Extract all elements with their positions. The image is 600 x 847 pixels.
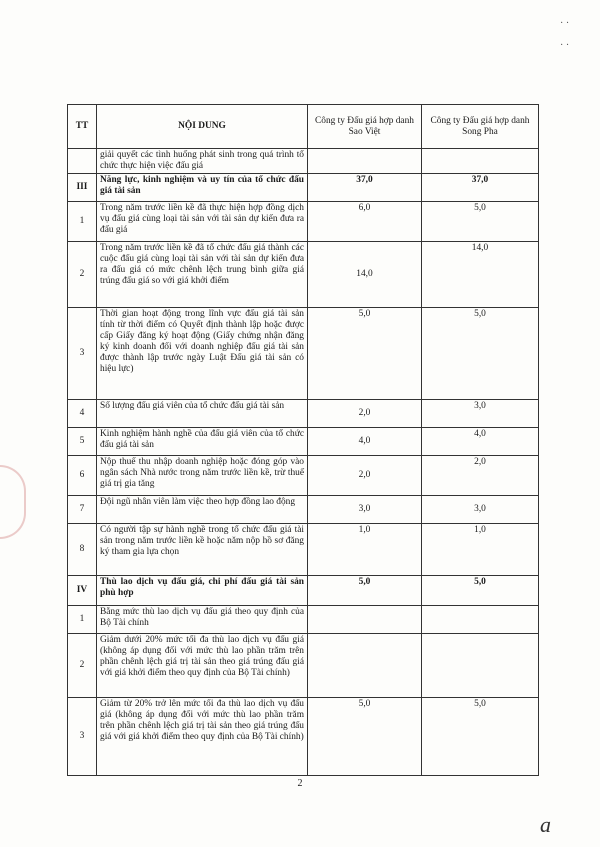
row-value-song-pha: 3,0 (422, 496, 539, 524)
row-tt: 3 (68, 698, 97, 776)
header-song-pha: Công ty Đấu giá hợp danh Song Pha (422, 105, 539, 149)
table-row (68, 149, 539, 174)
evaluation-table (67, 104, 539, 776)
row-value-sao-viet: 5,0 (308, 308, 422, 400)
section-row (68, 576, 539, 606)
table-row (68, 698, 539, 776)
row-value-song-pha: 5,0 (422, 202, 539, 242)
row-value-sao-viet: 1,0 (308, 524, 422, 576)
row-tt: 6 (68, 456, 97, 496)
row-tt: 8 (68, 524, 97, 576)
table-row (68, 202, 539, 242)
row-value-sao-viet (308, 634, 422, 698)
row-value-sao-viet: 5,0 (308, 576, 422, 606)
row-text: Số lượng đấu giá viên của tổ chức đấu giá tài sản (97, 400, 308, 428)
row-tt: IV (68, 576, 97, 606)
row-value-sao-viet: 37,0 (308, 174, 422, 202)
row-text: Nộp thuế thu nhập doanh nghiệp hoặc đóng góp vào ngân sách Nhà nước trong năm trước liền kề, trừ thuế giá trị gia tăng (97, 456, 308, 496)
row-text: Thời gian hoạt động trong lĩnh vực đấu giá tài sản tính từ thời điểm có Quyết định thành lập hoặc được cấp Giấy đăng ký hoạt động (Giấy chứng nhận đăng ký kinh doanh đối với doanh nghiệp đấu giá tài sản được thành lập trước ngày Luật Đấu giá tài sản có hiệu lực) (97, 308, 308, 400)
table-row (68, 496, 539, 524)
row-tt: 3 (68, 308, 97, 400)
row-value-song-pha: 1,0 (422, 524, 539, 576)
row-text: Trong năm trước liền kề đã tổ chức đấu giá thành các cuộc đấu giá cùng loại tài sản với tài sản dự kiến đưa ra đấu giá có mức chênh lệch trung bình giữa giá trúng đấu giá so với giá khởi điểm (97, 242, 308, 308)
header-noi-dung: NỘI DUNG (97, 105, 308, 149)
row-value-sao-viet: 14,0 (308, 242, 422, 308)
row-value-song-pha: 3,0 (422, 400, 539, 428)
row-text: giải quyết các tình huống phát sinh trong quá trình tổ chức thực hiện việc đấu giá (97, 149, 308, 174)
row-tt: 5 (68, 428, 97, 456)
row-tt (68, 149, 97, 174)
row-text: Có người tập sự hành nghề trong tổ chức đấu giá tài sản trong năm trước liền kề hoặc năm nộp hồ sơ đăng ký tham gia lựa chọn (97, 524, 308, 576)
table-header-row (68, 105, 539, 149)
row-text: Trong năm trước liền kề đã thực hiện hợp đồng dịch vụ đấu giá cùng loại tài sản với tài sản dự kiến đưa ra đấu giá (97, 202, 308, 242)
table-row (68, 606, 539, 634)
table-row (68, 428, 539, 456)
row-text: Giảm từ 20% trở lên mức tối đa thù lao dịch vụ đấu giá (không áp dụng đối với mức thù lao phần trăm trên phần chênh lệch giá trị tài sản theo giá trúng đấu giá với giá khởi điểm theo quy định của Bộ Tài chính) (97, 698, 308, 776)
row-tt: 1 (68, 202, 97, 242)
row-value-song-pha (422, 634, 539, 698)
row-tt: 2 (68, 634, 97, 698)
row-tt: 7 (68, 496, 97, 524)
row-value-song-pha: 4,0 (422, 428, 539, 456)
header-sao-viet: Công ty Đấu giá hợp danh Sao Việt (308, 105, 422, 149)
handwritten-initial: a (540, 812, 551, 837)
red-stamp-partial (0, 465, 26, 539)
row-text: Thù lao dịch vụ đấu giá, chi phí đấu giá tài sản phù hợp (97, 576, 308, 606)
row-value-song-pha: 5,0 (422, 308, 539, 400)
row-text: Năng lực, kinh nghiệm và uy tín của tổ chức đấu giá tài sản (97, 174, 308, 202)
row-value-sao-viet: 3,0 (308, 496, 422, 524)
row-tt: 4 (68, 400, 97, 428)
table-row (68, 400, 539, 428)
page-number: 2 (297, 778, 303, 789)
row-value-song-pha: 5,0 (422, 698, 539, 776)
table-row (68, 634, 539, 698)
row-text: Giảm dưới 20% mức tối đa thù lao dịch vụ đấu giá (không áp dụng đối với mức thù lao phần trăm trên phần chênh lệch giá trị tài sản theo giá trúng đấu giá với giá khởi điểm theo quy định của Bộ Tài chính) (97, 634, 308, 698)
table-row (68, 524, 539, 576)
corner-marks: · · · · (560, 18, 570, 51)
header-tt: TT (68, 105, 97, 149)
row-value-sao-viet: 2,0 (308, 400, 422, 428)
row-value-sao-viet: 4,0 (308, 428, 422, 456)
row-tt: 2 (68, 242, 97, 308)
row-text: Kinh nghiệm hành nghề của đấu giá viên của tổ chức đấu giá tài sản (97, 428, 308, 456)
section-row (68, 174, 539, 202)
row-value-song-pha: 14,0 (422, 242, 539, 308)
row-value-song-pha: 37,0 (422, 174, 539, 202)
row-value-song-pha (422, 149, 539, 174)
row-value-song-pha: 2,0 (422, 456, 539, 496)
row-text: Đội ngũ nhân viên làm việc theo hợp đồng lao động (97, 496, 308, 524)
row-value-sao-viet: 2,0 (308, 456, 422, 496)
table-row (68, 308, 539, 400)
row-value-sao-viet (308, 149, 422, 174)
row-tt: III (68, 174, 97, 202)
table-row (68, 242, 539, 308)
row-text: Bằng mức thù lao dịch vụ đấu giá theo quy định của Bộ Tài chính (97, 606, 308, 634)
row-value-song-pha: 5,0 (422, 576, 539, 606)
row-value-sao-viet (308, 606, 422, 634)
row-value-sao-viet: 5,0 (308, 698, 422, 776)
table-row (68, 456, 539, 496)
row-value-song-pha (422, 606, 539, 634)
row-tt: 1 (68, 606, 97, 634)
row-value-sao-viet: 6,0 (308, 202, 422, 242)
